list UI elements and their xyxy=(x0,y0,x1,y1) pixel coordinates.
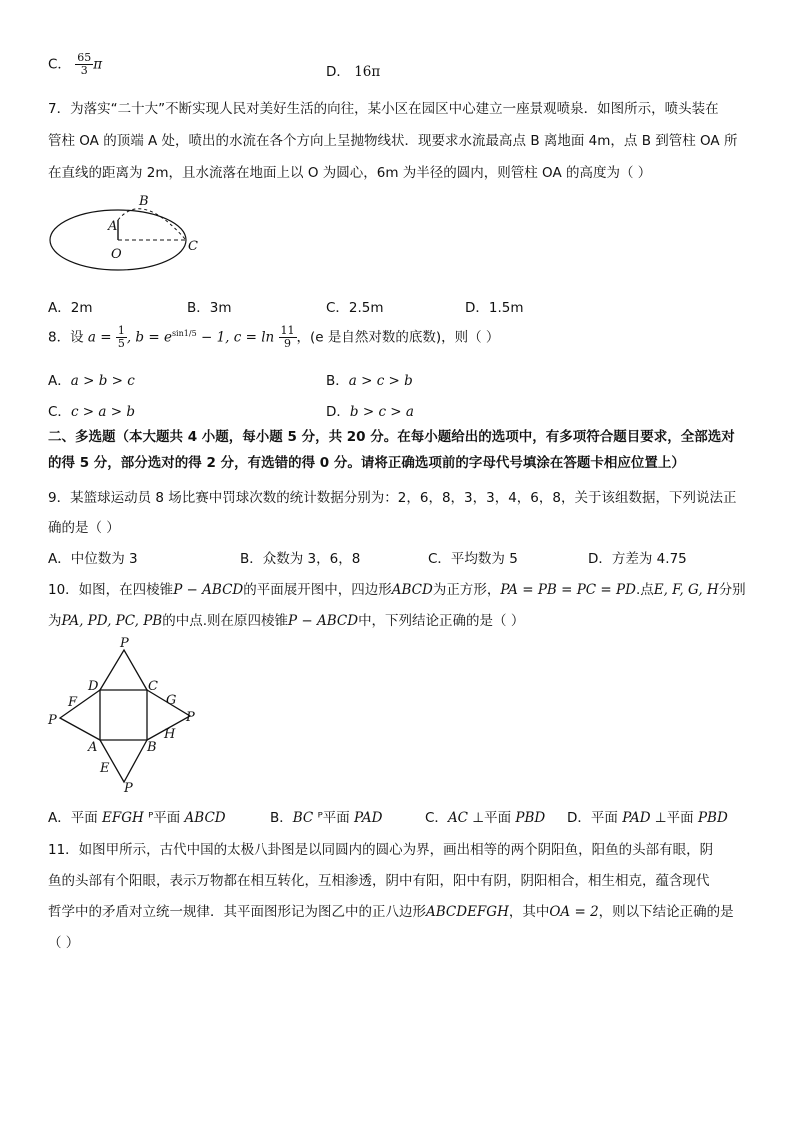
label-o: O xyxy=(111,247,122,262)
q7-line-2: 管柱 OA 的顶端 A 处，喷出的水流在各个方向上呈抛物线状．现要求水流最高点 B 离地面 4m，点 B 到管柱 OA 所 xyxy=(48,133,738,149)
q9-option-c: C．平均数为 5 xyxy=(428,551,518,567)
label-c: C xyxy=(188,239,198,254)
q9-option-b: B．众数为 3，6，8 xyxy=(240,551,361,567)
square-abcd xyxy=(100,690,147,740)
q10-line-1: 10．如图，在四棱锥P − ABCD的平面展开图中，四边形ABCD为正方形，PA = PB = PC = PD.点E, F, G, H分别 xyxy=(48,582,746,598)
option-value: 16π xyxy=(354,64,381,80)
q8-option-a: A．a > b > c xyxy=(48,373,135,389)
label-e: E xyxy=(100,761,110,776)
q7-option-c: C．2.5m xyxy=(326,300,384,316)
q10-option-a: A．平面 EFGH ᴾ平面 ABCD xyxy=(48,810,226,826)
q10-option-c: C．AC ⊥平面 PBD xyxy=(425,810,546,826)
q10-net-figure xyxy=(44,634,204,794)
q8-a: a = xyxy=(87,329,112,346)
q7-line-1: 7．为落实“二十大”不断实现人民对美好生活的向往，某小区在园区中心建立一座景观喷泉．如图所示，喷头装在 xyxy=(48,101,719,117)
q7-option-d: D．1.5m xyxy=(465,300,524,316)
triangle-top xyxy=(100,650,147,690)
label-b: B xyxy=(139,194,149,209)
q8-option-d: D．b > c > a xyxy=(326,404,414,420)
option-label: D． xyxy=(326,64,350,80)
q6-option-c xyxy=(48,52,102,77)
triangle-left xyxy=(60,690,100,740)
q7-option-a: A．2m xyxy=(48,300,93,316)
q11-line-1: 11．如图甲所示，古代中国的太极八卦图是以同圆内的圆心为界，画出相等的两个阴阳鱼，阳鱼的头部有眼，阴 xyxy=(48,842,714,858)
q11-line-4: （ ） xyxy=(48,935,80,951)
q8-b: , b = e xyxy=(126,329,172,346)
label-p-right: P xyxy=(186,710,195,725)
q9-option-a: A．中位数为 3 xyxy=(48,551,138,567)
q11-line-3: 哲学中的矛盾对立统一规律．其平面图形记为图乙中的正八边形ABCDEFGH，其中OA = 2，则以下结论正确的是 xyxy=(48,904,734,920)
q8-prefix: 8．设 xyxy=(48,329,84,346)
label-h: H xyxy=(164,727,176,742)
label-f: F xyxy=(68,695,78,710)
q11-line-2: 鱼的头部有个阳眼，表示万物都在相互转化，互相渗透，阴中有阳，阳中有阴，阴阳相合，相生相克，蕴含现代 xyxy=(48,873,710,889)
q8-stem xyxy=(48,325,499,350)
q9-line-2: 确的是（ ） xyxy=(48,520,120,536)
label-a: A xyxy=(88,740,98,755)
q10-option-d: D．平面 PAD ⊥平面 PBD xyxy=(567,810,728,826)
fraction: $\frac{1}{5}$ xyxy=(117,324,125,350)
q6-option-d xyxy=(326,60,380,80)
label-g: G xyxy=(166,693,177,708)
label-p-top: P xyxy=(120,636,129,651)
q10-line-2: 为PA, PD, PC, PB的中点.则在原四棱锥P − ABCD中，下列结论正确的是（ ） xyxy=(48,613,525,629)
q8-exponent: sin1/5 xyxy=(171,329,197,338)
fraction: $\frac{11}{9}$ xyxy=(280,324,295,350)
label-c: C xyxy=(148,679,158,694)
label-b: B xyxy=(147,740,157,755)
label-p-bottom: P xyxy=(124,781,133,794)
q8-c: − 1, c = ln xyxy=(200,329,275,346)
option-label: C． xyxy=(48,56,71,73)
pi-symbol: π xyxy=(93,56,103,73)
q7-line-3: 在直线的距离为 2m，且水流落在地面上以 O 为圆心，6m 为半径的圆内，则管柱 OA 的高度为（ ） xyxy=(48,165,652,181)
q8-option-b: B．a > c > b xyxy=(326,373,413,389)
q9-line-1: 9．某篮球运动员 8 场比赛中罚球次数的统计数据分别为：2，6，8，3，3，4，6，8，关于该组数据，下列说法正 xyxy=(48,490,737,506)
fraction: $\frac{65}{3}$ xyxy=(77,51,92,77)
q7-option-b: B．3m xyxy=(187,300,232,316)
q9-option-d: D．方差为 4.75 xyxy=(588,551,687,567)
q10-option-b: B．BC ᴾ平面 PAD xyxy=(270,810,383,826)
label-a: A xyxy=(108,219,118,234)
label-p-left: P xyxy=(48,713,57,728)
q8-option-c: C．c > a > b xyxy=(48,404,135,420)
q8-suffix: ，(e 是自然对数的底数)，则（ ） xyxy=(296,329,500,346)
section-2-header-line-2: 的得 5 分，部分选对的得 2 分，有选错的得 0 分。请将正确选项前的字母代号填涂在答题卡相应位置上） xyxy=(48,455,685,471)
q7-fountain-figure xyxy=(46,190,206,280)
section-2-header-line-1: 二、多选题（本大题共 4 小题，每小题 5 分，共 20 分。在每小题给出的选项中，有多项符合题目要求，全部选对 xyxy=(48,429,735,445)
label-d: D xyxy=(88,679,99,694)
